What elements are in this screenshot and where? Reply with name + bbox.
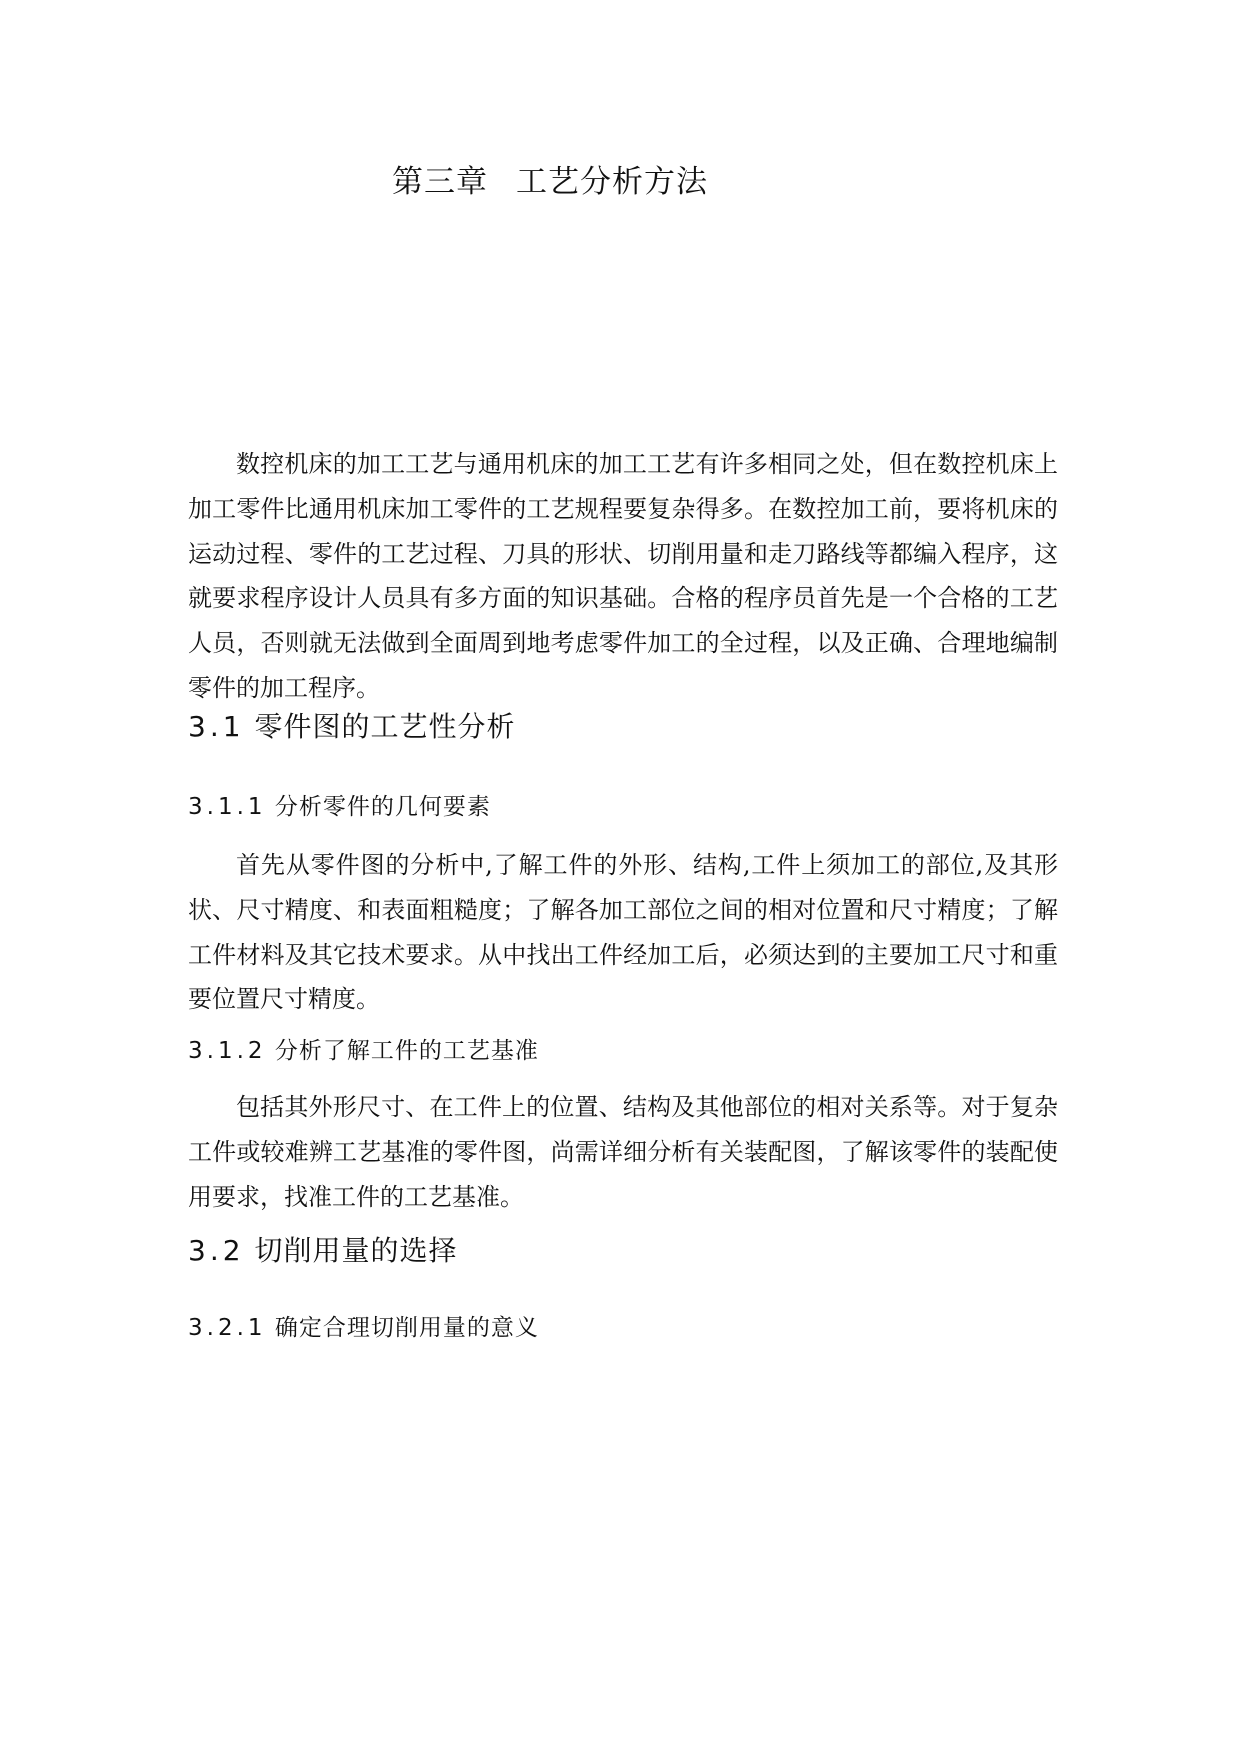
subsection-title: 确定合理切削用量的意义 xyxy=(274,1315,539,1341)
paragraph-3-1-2: 包括其外形尺寸、在工件上的位置、结构及其他部位的相对关系等。对于复杂工件或较难辨工艺基准的零件图，尚需详细分析有关装配图，了解该零件的装配使用要求，找准工件的工艺基准。 xyxy=(188,1093,1058,1211)
subsection-number: 3.2.1 xyxy=(188,1315,267,1341)
subsection-number: 3.1.1 xyxy=(188,794,267,820)
chapter-number: 第三章 xyxy=(392,164,488,200)
section-title: 切削用量的选择 xyxy=(254,1234,458,1267)
subsection-heading-3-2-1 xyxy=(188,1309,539,1342)
subsection-number: 3.1.2 xyxy=(188,1038,267,1064)
section-heading-3-2 xyxy=(188,1229,457,1269)
paragraph-3-1-1: 首先从零件图的分析中,了解工件的外形、结构,工件上须加工的部位,及其形状、尺寸精度、和表面粗糙度；了解各加工部位之间的相对位置和尺寸精度；了解工件材料及其它技术要求。从中找出工件经加工后，必须达到的主要加工尺寸和重要位置尺寸精度。 xyxy=(188,851,1058,1014)
section-title: 零件图的工艺性分析 xyxy=(254,710,516,743)
section-number: 3.2 xyxy=(188,1234,245,1267)
subsection-heading-3-1-2 xyxy=(188,1032,539,1065)
chapter-title-text: 工艺分析方法 xyxy=(516,164,708,200)
intro-paragraph: 数控机床的加工工艺与通用机床的加工工艺有许多相同之处，但在数控机床上加工零件比通用机床加工零件的工艺规程要复杂得多。在数控加工前，要将机床的运动过程、零件的工艺过程、刀具的形状、切削用量和走刀路线等都编入程序，这就要求程序设计人员具有多方面的知识基础。合格的程序员首先是一个合格的工艺人员，否则就无法做到全面周到地考虑零件加工的全过程，以及正确、合理地编制零件的加工程序。 xyxy=(188,450,1058,702)
chapter-title xyxy=(0,156,1100,201)
section-heading-3-1 xyxy=(188,705,515,745)
subsection-title: 分析零件的几何要素 xyxy=(274,794,491,820)
subsection-heading-3-1-1 xyxy=(188,788,491,821)
subsection-title: 分析了解工件的工艺基准 xyxy=(274,1038,539,1064)
section-number: 3.1 xyxy=(188,710,245,743)
